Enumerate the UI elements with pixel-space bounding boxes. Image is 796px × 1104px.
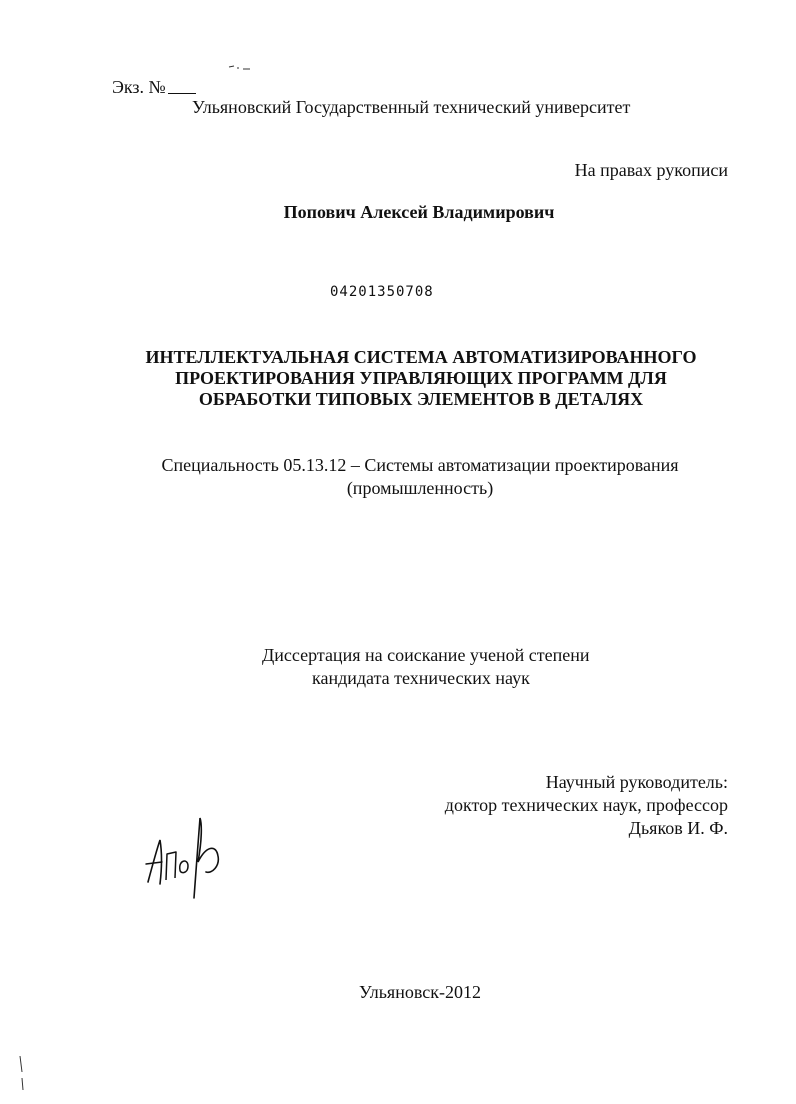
- manuscript-rights: На правах рукописи: [574, 160, 728, 180]
- copy-number-line: [168, 93, 196, 94]
- specialty-line: Специальность 05.13.12 – Системы автоматизации проектирования: [161, 455, 679, 475]
- supervisor-block: [445, 771, 728, 840]
- degree-line: кандидата технических наук: [312, 668, 530, 688]
- scan-mark-top: [228, 64, 252, 72]
- degree-line: Диссертация на соискание ученой степени: [262, 645, 590, 665]
- degree-statement: [262, 644, 589, 690]
- dissertation-title: [0, 347, 796, 410]
- supervisor-line: Дьяков И. Ф.: [628, 818, 728, 838]
- title-line: ОБРАБОТКИ ТИПОВЫХ ЭЛЕМЕНТОВ В ДЕТАЛЯХ: [198, 389, 644, 409]
- supervisor-line: доктор технических наук, профессор: [444, 795, 728, 815]
- handwritten-signature: [140, 812, 230, 902]
- copy-number-label: Экз. №: [112, 77, 166, 97]
- specialty-line: (промышленность): [346, 478, 494, 498]
- city-year: Ульяновск-2012: [359, 982, 481, 1002]
- author-name: Попович Алексей Владимирович: [283, 202, 555, 222]
- title-line: ИНТЕЛЛЕКТУАЛЬНАЯ СИСТЕМА АВТОМАТИЗИРОВАННОГО: [145, 347, 697, 367]
- supervisor-line: Научный руководитель:: [545, 772, 728, 792]
- specialty: [0, 454, 796, 500]
- university-name: Ульяновский Государственный технический университет: [192, 97, 631, 117]
- scan-mark-left: [0, 1050, 30, 1104]
- catalog-code: 04201350708: [330, 284, 434, 300]
- title-line: ПРОЕКТИРОВАНИЯ УПРАВЛЯЮЩИХ ПРОГРАММ ДЛЯ: [175, 368, 667, 388]
